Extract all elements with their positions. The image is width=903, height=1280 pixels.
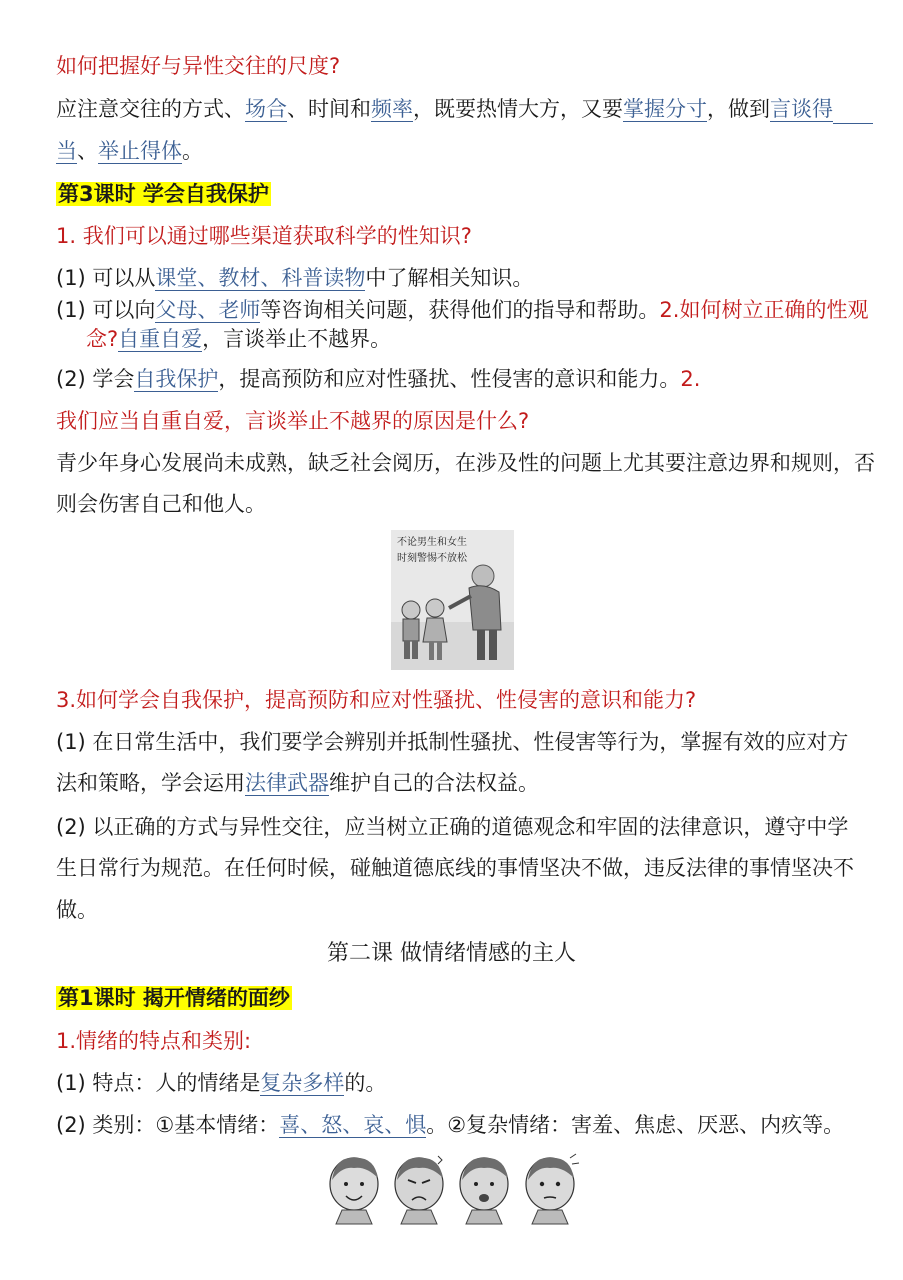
fill-blank: 法律武器	[245, 771, 329, 795]
answer-line	[56, 264, 863, 292]
answer-line: (2) 以正确的方式与异性交往，应当树立正确的道德观念和牢固的法律意识，遵守中学	[56, 815, 849, 839]
answer-line	[56, 1111, 863, 1139]
text: (1) 特点：人的情绪是	[56, 1071, 261, 1095]
question-heading: 我们应当自重自爱，言谈举止不越界的原因是什么?	[56, 409, 530, 433]
text: 的。	[344, 1071, 387, 1095]
illustration-caption-1: 不论男生和女生	[397, 537, 467, 548]
text: 应注意交往的方式、	[56, 97, 245, 121]
fill-blank: 场合	[245, 97, 287, 121]
fill-blank: 频率	[371, 97, 413, 121]
answer-line	[56, 137, 863, 165]
text: 。	[182, 139, 203, 163]
fill-blank: 举止得体	[98, 139, 182, 163]
angry-face-icon	[395, 1156, 443, 1224]
emotion-faces-illustration	[322, 1150, 584, 1226]
fill-blank-trail	[833, 101, 873, 124]
course-title: 第二课 做情绪情感的主人	[327, 941, 576, 966]
text: (2) 学会	[56, 367, 135, 391]
text: (1) 可以从	[56, 266, 156, 290]
fill-blank: 自重自爱	[118, 327, 203, 351]
children-adult-illustration	[391, 530, 514, 670]
question-heading: 如何把握好与异性交往的尺度?	[56, 54, 341, 78]
answer-line: 则会伤害自己和他人。	[56, 492, 266, 516]
fill-blank: 当	[56, 139, 77, 163]
answer-line	[56, 95, 863, 124]
fill-blank: 父母、老师	[155, 298, 261, 322]
text: 等咨询相关问题，获得他们的指导和帮助。	[260, 298, 660, 322]
text: 、时间和	[287, 97, 371, 121]
text: 维护自己的合法权益。	[329, 771, 539, 795]
text: ，做到	[707, 97, 770, 121]
illustration-caption-2: 时刻警惕不放松	[397, 553, 467, 564]
answer-line	[56, 1069, 863, 1097]
question-number: 2.	[680, 367, 701, 391]
lesson-title: 第3课时 学会自我保护	[58, 182, 269, 206]
lesson-heading	[56, 180, 863, 208]
answer-line	[56, 365, 863, 393]
answer-line: (1) 在日常生活中，我们要学会辨别并抵制性骚扰、性侵害等行为，掌握有效的应对方	[56, 730, 849, 754]
text: ，既要热情大方，又要	[413, 97, 623, 121]
happy-face-icon	[330, 1158, 378, 1224]
fill-blank: 言谈得	[770, 97, 833, 121]
answer-line	[56, 296, 869, 324]
answer-line: 做。	[56, 898, 98, 922]
lesson-title: 第1课时 揭开情绪的面纱	[58, 986, 290, 1010]
lesson-heading	[56, 984, 863, 1012]
fill-blank: 掌握分寸	[623, 97, 707, 121]
text: (1) 可以向	[56, 298, 156, 322]
fill-blank: 自我保护	[134, 367, 219, 391]
text: ，言谈举止不越界。	[202, 327, 392, 351]
text: (2) 类别：①基本情绪：	[56, 1113, 280, 1137]
question-heading: 1. 我们可以通过哪些渠道获取科学的性知识?	[56, 224, 472, 248]
fearful-face-icon	[526, 1154, 579, 1224]
question-heading: 1.情绪的特点和类别:	[56, 1029, 252, 1053]
fill-blank: 喜、怒、哀、惧	[279, 1113, 427, 1137]
question-heading-inline: 2.如何树立正确的性观	[659, 298, 869, 322]
text: ，提高预防和应对性骚扰、性侵害的意识和能力。	[218, 367, 681, 391]
text: 、	[77, 139, 98, 163]
answer-line	[86, 325, 863, 353]
fill-blank: 复杂多样	[260, 1071, 345, 1095]
answer-line: 青少年身心发展尚未成熟，缺乏社会阅历，在涉及性的问题上尤其要注意边界和规则，否	[56, 451, 875, 475]
text: 法和策略，学会运用	[56, 771, 245, 795]
question-heading: 3.如何学会自我保护，提高预防和应对性骚扰、性侵害的意识和能力?	[56, 688, 697, 712]
question-heading-inline: 念?	[86, 327, 119, 351]
text: 。②复杂情绪：害羞、焦虑、厌恶、内疚等。	[426, 1113, 845, 1137]
text: 中了解相关知识。	[365, 266, 534, 290]
answer-line: 生日常行为规范。在任何时候，碰触道德底线的事情坚决不做，违反法律的事情坚决不	[56, 856, 854, 880]
answer-line	[56, 769, 863, 797]
sad-face-icon	[460, 1158, 508, 1224]
safety-illustration	[391, 530, 514, 670]
fill-blank: 课堂、教材、科普读物	[155, 266, 366, 290]
